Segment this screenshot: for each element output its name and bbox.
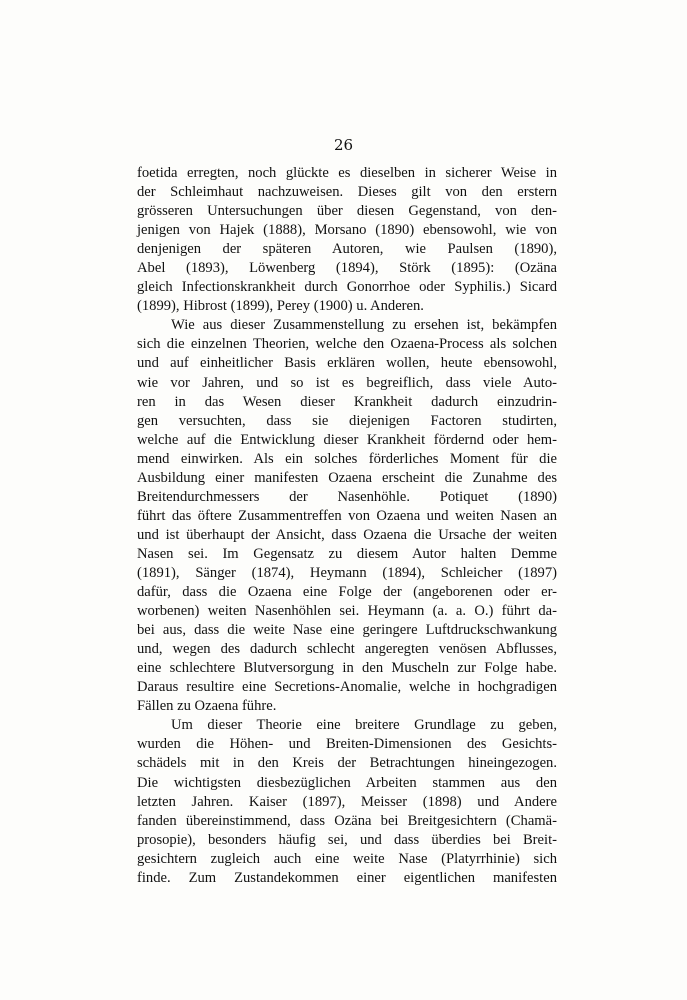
text-line: Ausbildung einer manifesten Ozaena erscheint die Zunahme des [137,469,557,486]
text-line: mend einwirken. Als ein solches förderliches Moment für die [137,450,557,467]
text-line: worbenen) weiten Nasenhöhlen sei. Heymann (a. a. O.) führt da- [137,603,557,620]
text-line: gleich Infectionskrankheit durch Gonorrhoe oder Syphilis.) Sicard [137,279,557,296]
text-line: Wie aus dieser Zusammenstellung zu ersehen ist, bekämpfen [171,317,557,334]
body-text [137,164,557,888]
text-line: dafür, dass die Ozaena eine Folge der (angeborenen oder er- [137,584,557,601]
text-line: prosopie), besonders häufig sei, und dass überdies bei Breit- [137,831,557,848]
text-line: und auf einheitlicher Basis erklären wollen, heute ebensowohl, [137,355,557,372]
text-line: (1899), Hibrost (1899), Perey (1900) u. Anderen. [137,298,424,315]
text-line: eine schlechtere Blutversorgung in den Muscheln zur Folge habe. [137,660,557,677]
text-line: fanden übereinstimmend, dass Ozäna bei Breitgesichtern (Chamä- [137,812,557,829]
text-line: gesichtern zugleich auch eine weite Nase (Platyrrhinie) sich [137,850,557,867]
text-line: denjenigen der späteren Autoren, wie Paulsen (1890), [137,241,557,258]
page-number: 26 [333,136,354,154]
text-line: Nasen sei. Im Gegensatz zu diesem Autor halten Demme [137,545,557,562]
text-line: wurden die Höhen- und Breiten-Dimensionen des Gesichts- [137,736,557,753]
text-line: finde. Zum Zustandekommen einer eigentlichen manifesten [137,869,557,886]
text-line: Breitendurchmessers der Nasenhöhle. Potiquet (1890) [137,488,557,505]
text-line: grösseren Untersuchungen über diesen Gegenstand, von den- [137,203,557,220]
text-line: (1891), Sänger (1874), Heymann (1894), Schleicher (1897) [137,564,557,581]
text-line: ren in das Wesen dieser Krankheit dadurch einzudrin- [137,393,557,410]
text-line: und ist überhaupt der Ansicht, dass Ozaena die Ursache der weiten [137,526,557,543]
text-line: Um dieser Theorie eine breitere Grundlage zu geben, [171,717,557,734]
text-line: foetida erregten, noch glückte es dieselben in sicherer Weise in [137,165,557,181]
text-line: welche auf die Entwicklung dieser Krankheit fördernd oder hem- [137,431,557,448]
text-line: Daraus resultire eine Secretions-Anomalie, welche in hochgradigen [137,679,557,696]
text-line: führt das öftere Zusammentreffen von Ozaena und weiten Nasen an [137,507,557,524]
text-line: der Schleimhaut nachzuweisen. Dieses gilt von den erstern [137,184,557,201]
text-line: wie vor Jahren, und so ist es begreiflich, dass viele Auto- [137,374,557,391]
text-line: gen versuchten, dass sie diejenigen Factoren studirten, [137,412,557,429]
text-line: letzten Jahren. Kaiser (1897), Meisser (1898) und Andere [137,793,557,810]
text-line: jenigen von Hajek (1888), Morsano (1890) ebensowohl, wie von [137,222,557,239]
text-line: Die wichtigsten diesbezüglichen Arbeiten stammen aus den [137,774,557,791]
text-line: bei aus, dass die weite Nase eine geringere Luftdruckschwankung [137,622,557,639]
text-line: schädels mit in den Kreis der Betrachtungen hineingezogen. [137,755,557,772]
text-line: Abel (1893), Löwenberg (1894), Störk (1895): (Ozäna [137,260,557,277]
text-line: Fällen zu Ozaena führe. [137,698,277,715]
text-line: sich die einzelnen Theorien, welche den Ozaena-Process als solchen [137,336,557,353]
text-line: und, wegen des dadurch schlecht angeregten venösen Abflusses, [137,641,557,658]
